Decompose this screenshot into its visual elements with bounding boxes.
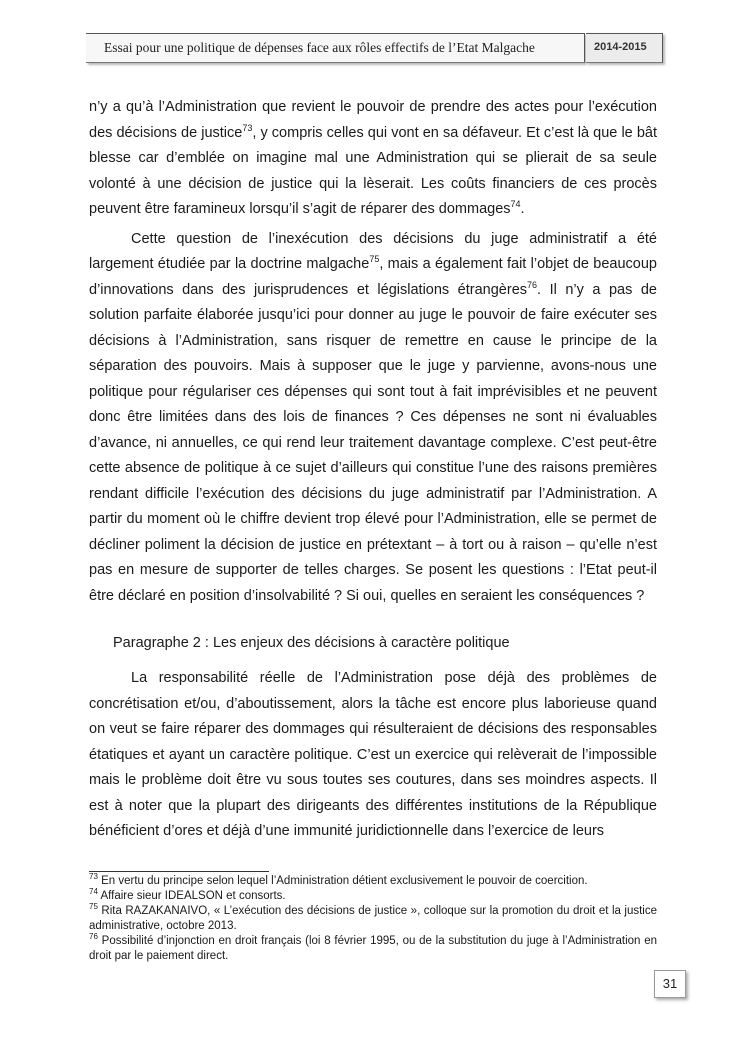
paragraph-1-text-b: , y compris celles qui vont en sa défaveur. Et c’est là que le bât blesse car d’emblée on imagine mal une Administration qui se plierait de sa seule volonté à une décision de justice qui la lèserait. Les coûts financiers de ces procès peuvent être faramineux lorsqu’il s’agit de réparer des dommages (89, 124, 657, 217)
footnote-73 (89, 874, 657, 889)
footnote-text: Rita RAZAKANAIVO, « L’exécution des décisions de justice », colloque sur la promotion du droit et la justice administrative, octobre 2013. (89, 905, 657, 932)
paragraph-2-text-c: . Il n’y a pas de solution parfaite élaborée jusqu’ici pour donner au juge le pouvoir de faire exécuter ses décisions à l’Administration, sans risquer de remettre en cause le principe de la séparation des pouvoirs. Mais à supposer que le juge y parvienne, avons-nous une politique pour régulariser ces dépenses qui sont tout à fait imprévisibles et ne peuvent donc être limitées dans des lois de finances ? Ces dépenses ne sont ni évaluables d’avance, ni annuelles, ce qui rend leur traitement davantage complexe. C’est peut-être cette absence de politique à ce sujet d’ailleurs qui constitue l’une des raisons premières rendant difficile l’exécution des décisions du juge administratif par l’Administration. A partir du moment où le chiffre devient trop élevé pour l’Administration, elle se permet de décliner poliment la décision de justice en prétextant – à tort ou à raison – qu’elle n’est pas en mesure de supporter de telles charges. Se posent les questions : l’Etat peut-il être déclaré en position d’insolvabilité ? Si oui, quelles en seraient les conséquences ? (89, 281, 657, 604)
footnote-ref-75[interactable]: 75 (369, 254, 380, 265)
footnote-75 (89, 904, 657, 934)
footnote-number: 75 (89, 902, 98, 912)
footnote-74 (89, 889, 657, 904)
footnotes (89, 874, 657, 964)
footnote-text: Affaire sieur IDEALSON et consorts. (97, 890, 286, 902)
footnote-ref-76[interactable]: 76 (527, 279, 538, 290)
page-header (86, 33, 664, 63)
paragraph-1-text-a: n’y a qu’à l’Administration que revient le pouvoir de prendre des actes pour l’exécution des décisions de justice (89, 99, 657, 141)
header-title: Essai pour une politique de dépenses face aux rôles effectifs de l’Etat Malgache (104, 40, 535, 55)
footnote-ref-73[interactable]: 73 (242, 122, 253, 133)
paragraph-1-text-c: . (520, 201, 525, 217)
paragraph-3: La responsabilité réelle de l’Administration pose déjà des problèmes de concrétisation et/ou, d’aboutissement, alors la tâche est encore plus laborieuse quand on veut se faire réparer des dommages qui résulteraient de décisions des responsables étatiques et ayant un caractère politique. C’est un exercice qui relèverait de l’impossible mais le problème doit être vu sous toutes ses coutures, dans ses moindres aspects. Il est à noter que la plupart des dirigeants des différentes institutions de la République bénéficient d’ores et déjà d’une immunité juridictionnelle dans l’exercice de leurs (89, 670, 657, 839)
header-year-box (586, 33, 663, 63)
footnote-ref-74[interactable]: 74 (510, 199, 521, 210)
footnote-76 (89, 934, 657, 964)
footnote-number: 74 (89, 887, 98, 897)
footnote-number: 76 (89, 932, 98, 942)
page-body (89, 95, 657, 849)
header-year: 2014-2015 (594, 41, 647, 53)
footnote-text: En vertu du principe selon lequel l’Administration détient exclusivement le pouvoir de coercition. (97, 875, 588, 887)
paragraph-2 (89, 227, 657, 610)
paragraph-2-text-b: , mais a également fait l’objet de beaucoup d’innovations dans des jurisprudences et législations étrangères (89, 256, 657, 298)
footnote-text: Possibilité d’injonction en droit français (loi 8 février 1995, ou de la substitution du juge à l’Administration en droit par le paiement direct. (89, 935, 657, 962)
page-number-box (654, 970, 686, 998)
header-title-box (86, 33, 585, 63)
footnote-number: 73 (89, 872, 98, 882)
footnote-separator (89, 871, 269, 872)
paragraph-2-text-a: Cette question de l’inexécution des décisions du juge administratif a été largement étudiée par la doctrine malgache (89, 230, 657, 272)
page-number: 31 (662, 976, 678, 991)
section-title: Paragraphe 2 : Les enjeux des décisions à caractère politique (113, 635, 510, 651)
paragraph-1 (89, 95, 657, 223)
